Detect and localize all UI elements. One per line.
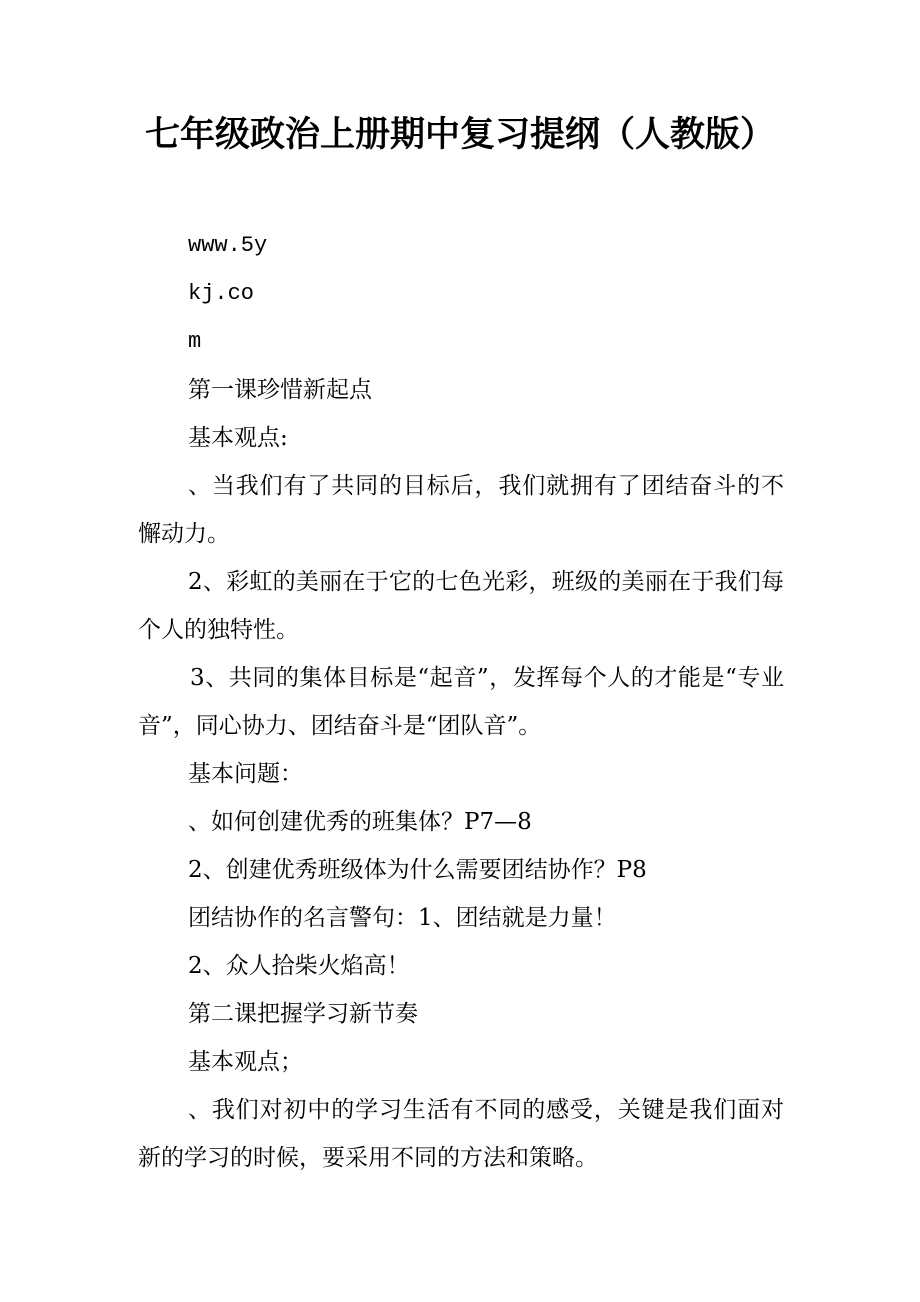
url-fragment-2: kj.co (188, 281, 255, 306)
section-label-basic-questions: 基本问题： (188, 761, 303, 787)
url-fragment-1: www.5y (188, 233, 268, 258)
section-label-basic-views-2: 基本观点； (188, 1049, 303, 1075)
lesson-heading-1: 第一课珍惜新起点 (188, 377, 372, 403)
paragraph-question-1: 、如何创建优秀的班集体？P7—8 (188, 809, 532, 835)
paragraph-quote-2: 2、众人拾柴火焰高！ (188, 953, 410, 979)
paragraph-view-2: 2、彩虹的美丽在于它的七色光彩，班级的美丽在于我们每个人的独特性。 (138, 569, 784, 643)
section-label-basic-views: 基本观点: (188, 425, 288, 451)
paragraph-question-2: 2、创建优秀班级体为什么需要团结协作？P8 (188, 857, 647, 883)
url-fragment-3: m (188, 329, 202, 354)
paragraph-view-3: 3、共同的集体目标是“起音”，发挥每个人的才能是“专业音”，同心协力、团结奋斗是“团队音”。 (138, 665, 784, 739)
paragraph-view-4: 、我们对初中的学习生活有不同的感受，关键是我们面对新的学习的时候，要采用不同的方法和策略。 (138, 1097, 784, 1171)
paragraph-view-1: 、当我们有了共同的目标后，我们就拥有了团结奋斗的不懈动力。 (138, 473, 784, 547)
document-title: 七年级政治上册期中复习提纲（人教版） (144, 114, 775, 155)
paragraph-quotes: 团结协作的名言警句：1、团结就是力量！ (188, 905, 617, 931)
lesson-heading-2: 第二课把握学习新节奏 (188, 1001, 418, 1027)
